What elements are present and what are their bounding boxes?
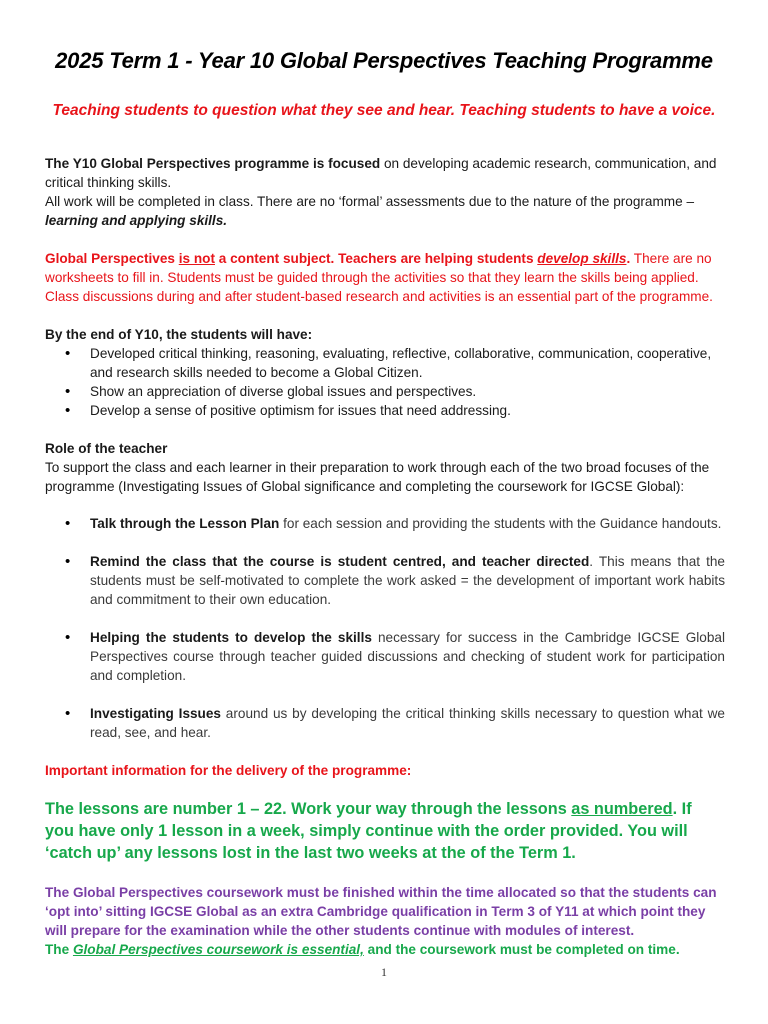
coursework-last-part3: and the coursework must be completed on time. [363, 942, 680, 957]
coursework-last-line [45, 940, 725, 959]
warning-is-not: is not [178, 251, 215, 266]
coursework-last-part1: The [45, 942, 73, 957]
coursework-essential: Global Perspectives coursework is essential, [72, 942, 364, 957]
teacher-item [45, 552, 725, 609]
warning-develop-skills: develop skills [537, 251, 627, 266]
teacher-item [45, 628, 725, 685]
outcomes-section [45, 325, 725, 420]
teacher-item-text: . This means that the students must be self-motivated to complete the work asked = the development of important work habits and commitment to their own education. [90, 554, 725, 607]
outcome-item: • Show an appreciation of diverse global issues and perspectives. [45, 382, 725, 401]
document-title: 2025 Term 1 - Year 10 Global Perspectives Teaching Programme [55, 48, 713, 73]
warning-part1: Global Perspectives [45, 251, 179, 266]
teacher-item [45, 704, 725, 742]
lessons-as-numbered: as numbered [571, 800, 673, 818]
teacher-list [45, 514, 725, 742]
outcomes-heading: By the end of Y10, the students will have: [45, 327, 313, 342]
teacher-item-bold: Talk through the Lesson Plan [90, 516, 280, 531]
intro-line2: All work will be completed in class. There are no ‘formal’ assessments due to the nature of the programme – [45, 194, 695, 209]
lessons-paragraph [45, 798, 725, 864]
teacher-item-bold: Investigating Issues [90, 706, 221, 721]
teacher-item-text: for each session and providing the students with the Guidance handouts. [279, 516, 722, 531]
teacher-paragraph: To support the class and each learner in their preparation to work through each of the two broad focuses of the programme (Investigating Issues of Global significance and completing the coursework for IGCSE Global): [45, 460, 710, 494]
intro-bold-lead: The Y10 Global Perspectives programme is focused [45, 156, 381, 171]
lessons-part1: The lessons are number 1 – 22. Work your way through the lessons [45, 800, 572, 818]
warning-part5: . [626, 251, 631, 266]
teacher-item-text: around us by developing the critical thinking skills necessary to question what we read, see, and hear. [90, 706, 725, 740]
intro-line1: on developing academic research, communication, and critical thinking skills. [45, 156, 717, 190]
teacher-item [45, 514, 725, 533]
intro-paragraph [45, 154, 725, 230]
teacher-section [45, 439, 725, 496]
intro-line3: learning and applying skills. [45, 213, 228, 228]
warning-part3: a content subject. Teachers are helping students [214, 251, 538, 266]
important-heading: Important information for the delivery of the programme: [45, 763, 412, 778]
lessons-part3: . If you have only 1 lesson in a week, simply continue with the order provided. You will ‘catch up’ any lessons lost in the last two weeks at the of the Term 1. [45, 800, 692, 862]
coursework-paragraph: The Global Perspectives coursework must be finished within the time allocated so that the students can ‘opt into’ sitting IGCSE Global as an extra Cambridge qualification in Term 3 of Y11 at which point they will prepare for the examination while the other students continue with modules of interest. [45, 885, 717, 938]
page-number: 1 [381, 965, 387, 979]
teacher-item-bold: Helping the students to develop the skills [90, 630, 372, 645]
teacher-item-bold: Remind the class that the course is student centred, and teacher directed [90, 554, 590, 569]
document-subtitle: Teaching students to question what they see and hear. Teaching students to have a voice. [52, 102, 716, 119]
teacher-item-text: necessary for success in the Cambridge IGCSE Global Perspectives course through teacher guided discussions and checking of student work for participation and completion. [90, 630, 725, 683]
coursework-section [45, 883, 725, 959]
warning-paragraph [45, 249, 725, 306]
outcomes-list [45, 344, 725, 420]
warning-rest: There are no worksheets to fill in. Students must be guided through the activities so that they learn the skills being applied. Class discussions during and after student-based research and activities is an essential part of the programme. [45, 251, 713, 304]
teacher-heading: Role of the teacher [45, 441, 168, 456]
outcome-item: • Developed critical thinking, reasoning, evaluating, reflective, collaborative, communication, cooperative, and research skills needed to become a Global Citizen. [45, 344, 725, 382]
outcome-item: • Develop a sense of positive optimism for issues that need addressing. [45, 401, 725, 420]
